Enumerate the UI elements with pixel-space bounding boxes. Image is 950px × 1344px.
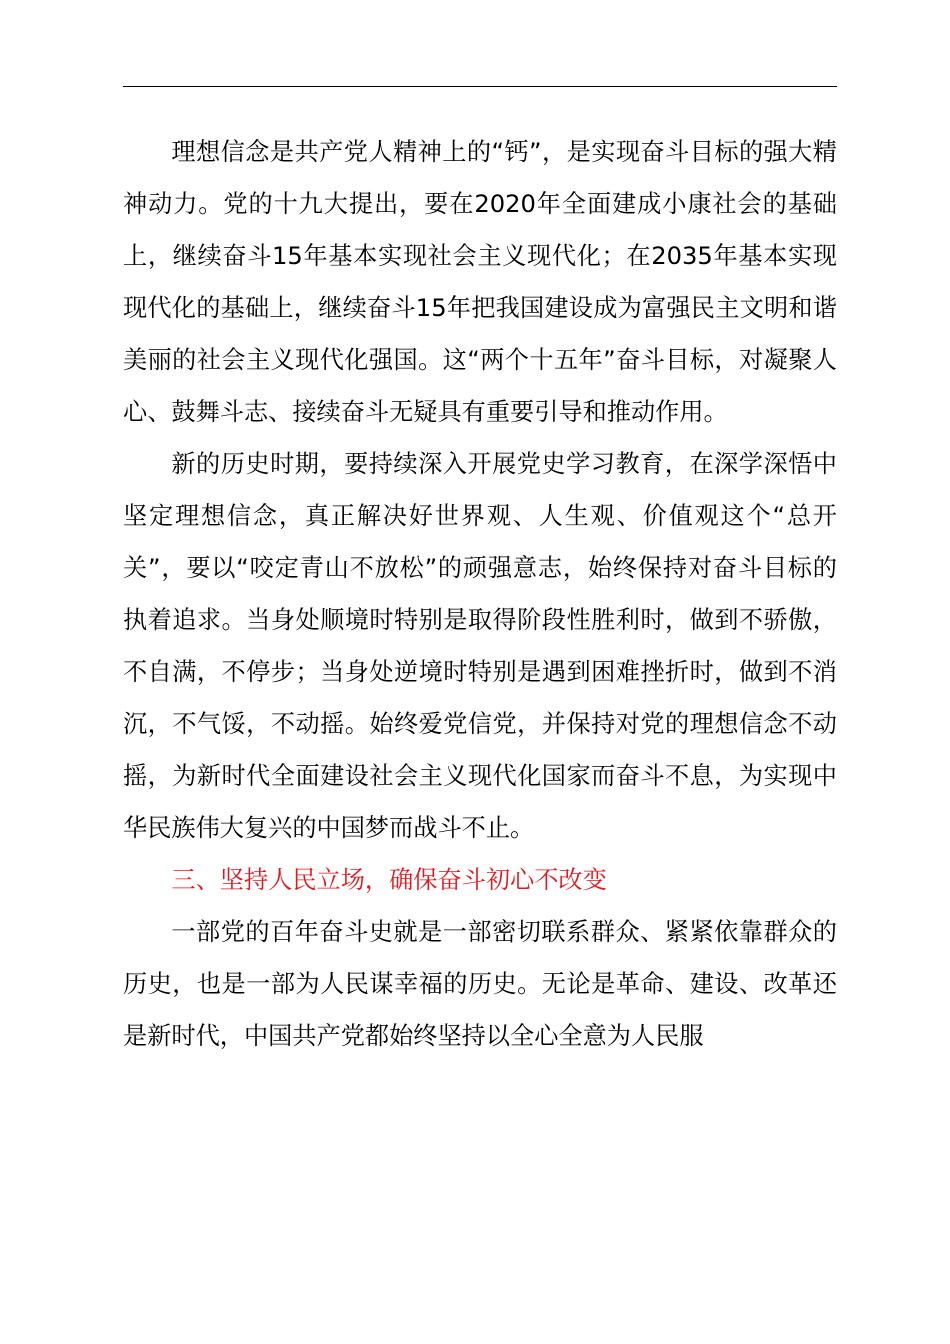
paragraph-people: 一部党的百年奋斗史就是一部密切联系群众、紧紧依靠群众的历史，也是一部为人民谋幸福的历史。无论是革命、建设、改革还是新时代，中国共产党都始终坚持以全心全意为人民服 bbox=[123, 918, 837, 1050]
document-body bbox=[123, 126, 837, 1062]
header-rule bbox=[123, 86, 837, 87]
section-heading: 三、坚持人民立场，确保奋斗初心不改变 bbox=[171, 866, 607, 894]
paragraph-ideals: 理想信念是共产党人精神上的“钙”，是实现奋斗目标的强大精神动力。党的十九大提出，要在2020年全面建成小康社会的基础上，继续奋斗15年基本实现社会主义现代化；在2035年基本实现现代化的基础上，继续奋斗15年把我国建设成为富强民主文明和谐美丽的社会主义现代化强国。这“两个十五年”奋斗目标，对凝聚人心、鼓舞斗志、接续奋斗无疑具有重要引导和推动作用。 bbox=[123, 138, 837, 426]
paragraph-new-era: 新的历史时期，要持续深入开展党史学习教育，在深学深悟中坚定理想信念，真正解决好世界观、人生观、价值观这个“总开关”，要以“咬定青山不放松”的顽强意志，始终保持对奋斗目标的执着追求。当身处顺境时特别是取得阶段性胜利时，做到不骄傲，不自满，不停步；当身处逆境时特别是遇到困难挫折时，做到不消沉，不气馁，不动摇。始终爱党信党，并保持对党的理想信念不动摇，为新时代全面建设社会主义现代化国家而奋斗不息，为实现中华民族伟大复兴的中国梦而战斗不止。 bbox=[123, 450, 837, 842]
